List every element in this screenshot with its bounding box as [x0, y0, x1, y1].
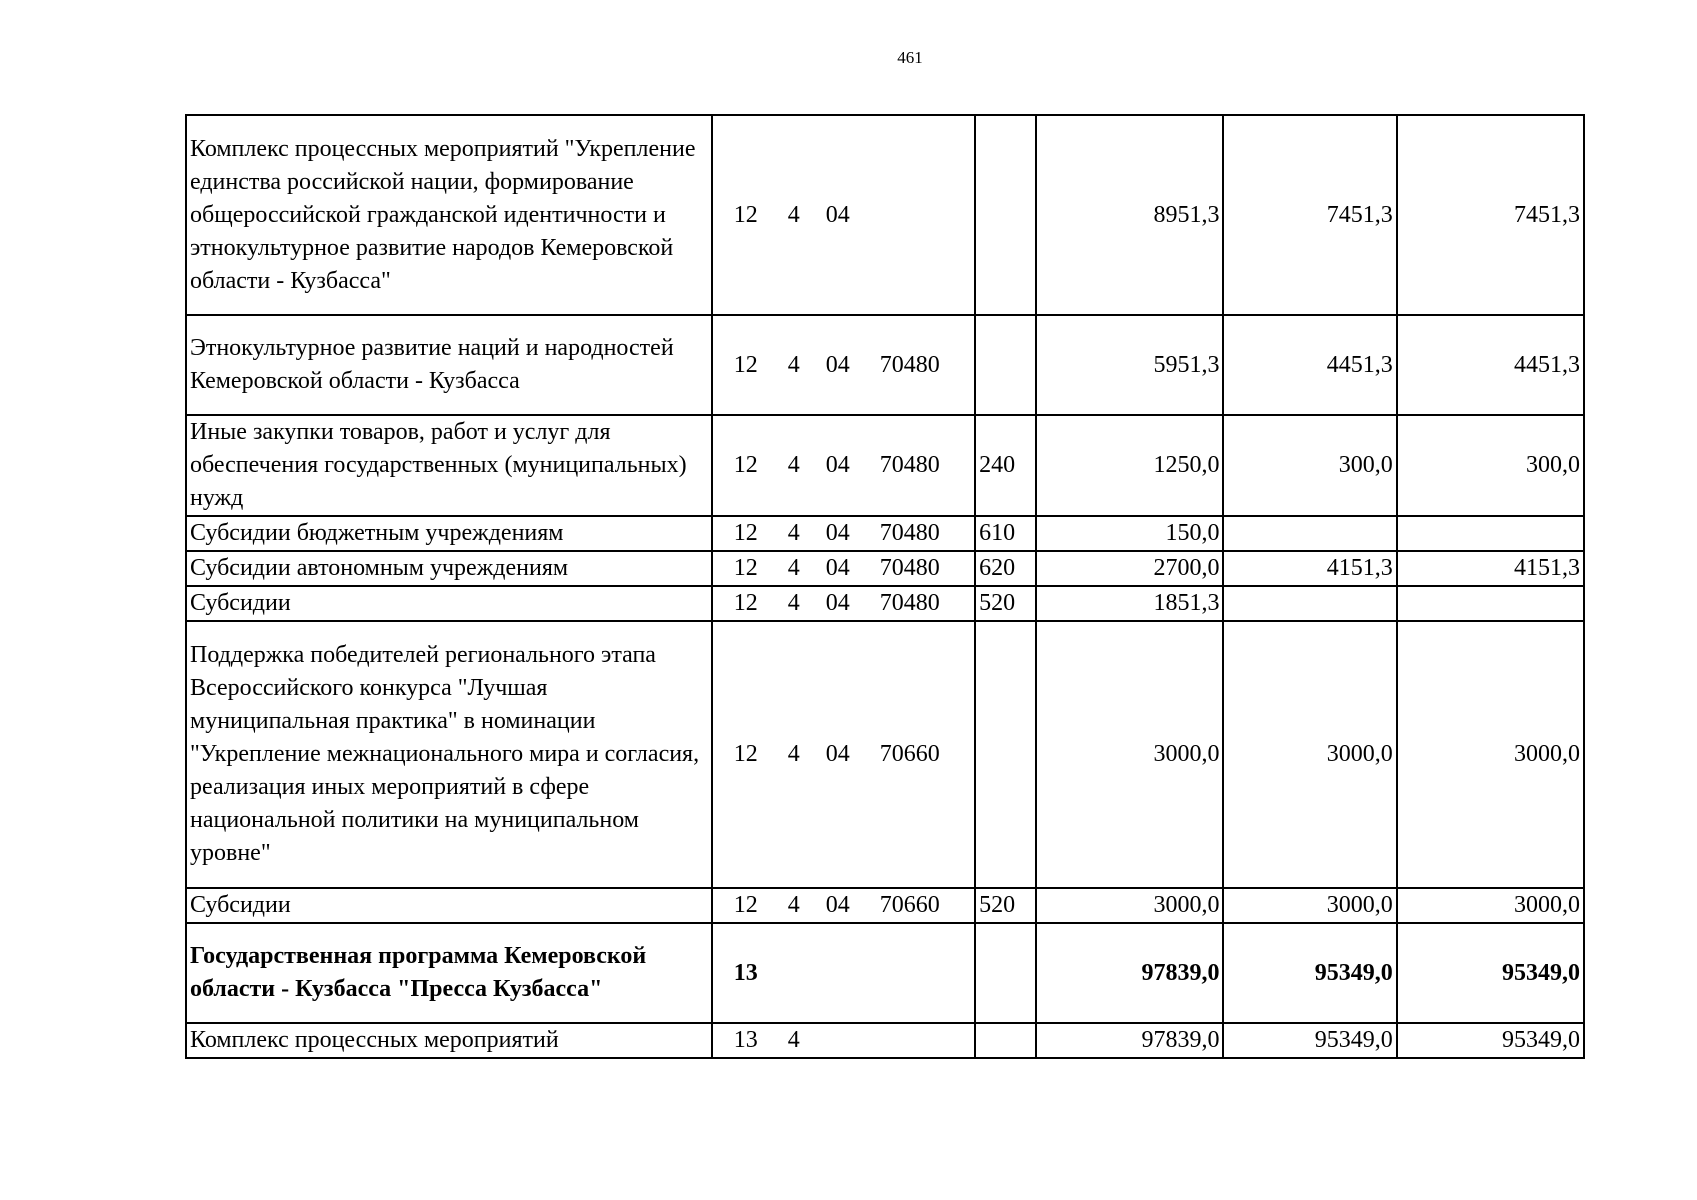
table-row [186, 551, 1584, 586]
amount-year-3: 300,0 [1397, 415, 1584, 516]
amount-year-1: 3000,0 [1036, 621, 1223, 888]
expense-type-code [975, 115, 1036, 315]
amount-year-2 [1223, 586, 1396, 621]
row-name: Комплекс процессных мероприятий "Укрепление единства российской нации, формирование общероссийской гражданской идентичности и этнокультурное развитие народов Кемеровской области - Кузбасса" [186, 115, 712, 315]
page-number: 461 [897, 48, 923, 67]
direction-code: 70480 [879, 555, 940, 581]
row-name: Этнокультурное развитие наций и народностей Кемеровской области - Кузбасса [186, 315, 712, 415]
activity-code: 04 [825, 892, 850, 918]
activity-code: 04 [825, 452, 850, 478]
subprogram-code: 4 [787, 741, 800, 767]
expense-type-code: 240 [975, 415, 1036, 516]
program-code: 12 [733, 201, 758, 228]
activity-code: 04 [825, 590, 850, 616]
row-codes [712, 586, 975, 621]
table-row [186, 415, 1584, 516]
row-codes [712, 888, 975, 923]
amount-year-3: 3000,0 [1397, 621, 1584, 888]
table-row [186, 586, 1584, 621]
expense-type-code: 520 [975, 586, 1036, 621]
amount-year-1: 8951,3 [1036, 115, 1223, 315]
amount-year-1: 150,0 [1036, 516, 1223, 551]
expense-type-code [975, 1023, 1036, 1058]
subprogram-code: 4 [787, 1027, 800, 1053]
row-codes [712, 1023, 975, 1058]
amount-year-3: 7451,3 [1397, 115, 1584, 315]
amount-year-1: 1250,0 [1036, 415, 1223, 516]
subprogram-code: 4 [787, 351, 800, 378]
row-name: Поддержка победителей регионального этапа Всероссийского конкурса "Лучшая муниципальная практика" в номинации "Укрепление межнационального мира и согласия, реализация иных мероприятий в сфере национальной политики на муниципальном уровне" [186, 621, 712, 888]
subprogram-code: 4 [787, 520, 800, 546]
amount-year-2: 3000,0 [1223, 888, 1396, 923]
direction-code: 70480 [879, 520, 940, 546]
row-name: Государственная программа Кемеровской области - Кузбасса "Пресса Кузбасса" [186, 923, 712, 1023]
subprogram-code: 4 [787, 590, 800, 616]
expense-type-code [975, 315, 1036, 415]
activity-code: 04 [825, 555, 850, 581]
table-row [186, 923, 1584, 1023]
activity-code: 04 [825, 201, 850, 228]
amount-year-3: 4151,3 [1397, 551, 1584, 586]
expense-type-code [975, 621, 1036, 888]
row-codes [712, 923, 975, 1023]
amount-year-3: 95349,0 [1397, 1023, 1584, 1058]
activity-code: 04 [825, 741, 850, 767]
row-codes [712, 315, 975, 415]
budget-table [185, 114, 1585, 1059]
activity-code: 04 [825, 351, 850, 378]
program-code: 12 [733, 892, 758, 918]
amount-year-1: 97839,0 [1036, 1023, 1223, 1058]
row-name: Иные закупки товаров, работ и услуг для обеспечения государственных (муниципальных) нужд [186, 415, 712, 516]
amount-year-1: 2700,0 [1036, 551, 1223, 586]
row-codes [712, 516, 975, 551]
table-row [186, 1023, 1584, 1058]
expense-type-code: 610 [975, 516, 1036, 551]
direction-code: 70480 [879, 590, 940, 616]
activity-code: 04 [825, 520, 850, 546]
program-code: 13 [733, 1027, 758, 1053]
program-code: 13 [733, 959, 758, 986]
program-code: 12 [733, 555, 758, 581]
amount-year-1: 5951,3 [1036, 315, 1223, 415]
expense-type-code [975, 923, 1036, 1023]
direction-code: 70660 [879, 741, 940, 767]
table-row [186, 115, 1584, 315]
amount-year-2: 3000,0 [1223, 621, 1396, 888]
program-code: 12 [733, 452, 758, 478]
program-code: 12 [733, 520, 758, 546]
row-name: Субсидии [186, 586, 712, 621]
amount-year-2: 300,0 [1223, 415, 1396, 516]
amount-year-3 [1397, 516, 1584, 551]
amount-year-2: 95349,0 [1223, 1023, 1396, 1058]
table-row [186, 888, 1584, 923]
amount-year-2: 4151,3 [1223, 551, 1396, 586]
amount-year-3: 95349,0 [1397, 923, 1584, 1023]
table-row [186, 315, 1584, 415]
row-codes [712, 415, 975, 516]
amount-year-3 [1397, 586, 1584, 621]
table-row [186, 516, 1584, 551]
direction-code: 70480 [879, 452, 940, 478]
program-code: 12 [733, 590, 758, 616]
subprogram-code: 4 [787, 452, 800, 478]
subprogram-code: 4 [787, 555, 800, 581]
row-name: Субсидии автономным учреждениям [186, 551, 712, 586]
amount-year-2: 95349,0 [1223, 923, 1396, 1023]
amount-year-3: 3000,0 [1397, 888, 1584, 923]
program-code: 12 [733, 741, 758, 767]
amount-year-1: 3000,0 [1036, 888, 1223, 923]
expense-type-code: 520 [975, 888, 1036, 923]
amount-year-1: 97839,0 [1036, 923, 1223, 1023]
row-codes [712, 621, 975, 888]
subprogram-code: 4 [787, 892, 800, 918]
row-name: Субсидии [186, 888, 712, 923]
amount-year-2 [1223, 516, 1396, 551]
row-name: Субсидии бюджетным учреждениям [186, 516, 712, 551]
amount-year-3: 4451,3 [1397, 315, 1584, 415]
row-codes [712, 115, 975, 315]
expense-type-code: 620 [975, 551, 1036, 586]
table-row [186, 621, 1584, 888]
row-name: Комплекс процессных мероприятий [186, 1023, 712, 1058]
amount-year-2: 4451,3 [1223, 315, 1396, 415]
amount-year-2: 7451,3 [1223, 115, 1396, 315]
amount-year-1: 1851,3 [1036, 586, 1223, 621]
row-codes [712, 551, 975, 586]
direction-code: 70480 [879, 351, 940, 378]
direction-code: 70660 [879, 892, 940, 918]
program-code: 12 [733, 351, 758, 378]
subprogram-code: 4 [787, 201, 800, 228]
